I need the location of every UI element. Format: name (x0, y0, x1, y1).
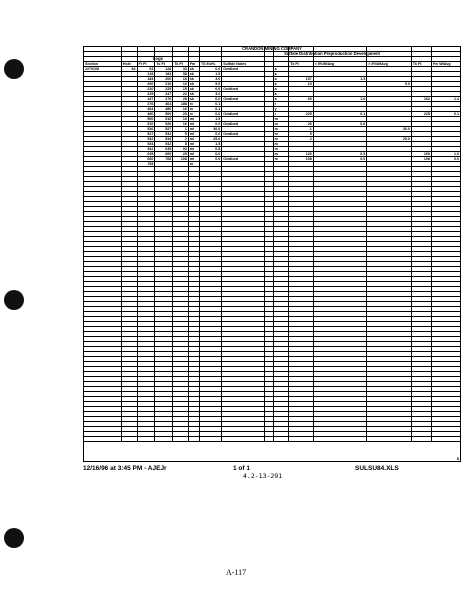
grid-cell: 276 (155, 97, 173, 102)
grid-cell: 128 (155, 67, 173, 72)
grid-cell: 510 (137, 122, 155, 127)
grid-cell: 1.0 (431, 152, 460, 157)
grid-cell: sk (188, 77, 199, 82)
grid-cell: 200 (137, 82, 155, 87)
grid-cell: 1.4 (431, 97, 460, 102)
grid-cell: m (273, 132, 289, 137)
grid-cell: 660 (137, 157, 155, 162)
grid-cell: TS Est% (199, 62, 221, 67)
grid-cell: 5.0 (199, 82, 221, 87)
grid-cell: a (273, 92, 289, 97)
corner-mark: 5 (456, 456, 459, 461)
grid-cell: or (188, 162, 199, 167)
grid-cell: sk (188, 92, 199, 97)
grid-cell: 225 (289, 112, 314, 117)
grid-cell: 532 (137, 137, 155, 142)
grid-cell: 26 (289, 122, 314, 127)
grid-cell (222, 437, 264, 442)
grid-cell: 1.5 (199, 142, 221, 147)
grid-cell: 225 (137, 92, 155, 97)
binder-hole-middle (4, 290, 24, 310)
grid-cell: 247 (137, 97, 155, 102)
grid-cell: 635 (155, 147, 173, 152)
grid-cell: 15 (173, 87, 189, 92)
grid-cell: 225 (155, 87, 173, 92)
grid-cell: 1.5 (199, 72, 221, 77)
grid-cell: Sulfide Notes (222, 62, 264, 67)
grid-cell: 0.0 (199, 87, 221, 92)
grid-cell: rc (188, 107, 199, 112)
binder-hole-top (4, 59, 24, 79)
grid-cell: 63 (137, 67, 155, 72)
grid-cell: Oxidized (222, 157, 264, 162)
grid-cell (137, 437, 155, 442)
grid-cell: sk (188, 72, 199, 77)
grid-cell: Oxidized (222, 132, 264, 137)
grid-cell: Oxidized (222, 67, 264, 72)
grid-cell: ml (188, 122, 199, 127)
grid-cell: 534 (137, 142, 155, 147)
grid-cell: Tk Ft (173, 62, 189, 67)
grid-cell: 30.0 (199, 127, 221, 132)
grid-cell: 0.5 (199, 147, 221, 152)
grid-cell: Oxidized (222, 122, 264, 127)
grid-cell: 0.1 (199, 107, 221, 112)
grid-cell: m (273, 137, 289, 142)
grid-cell: a (273, 72, 289, 77)
grid-cell: 188 (173, 102, 189, 107)
grid-cell: 210 (155, 82, 173, 87)
grid-cell: 2 (289, 137, 314, 142)
page-number: A-117 (226, 568, 247, 577)
grid-cell: sk (188, 67, 199, 72)
grid-cell: 1 (173, 127, 189, 132)
footer-page-count: 1 of 1 (233, 465, 250, 472)
grid-cell: 500 (137, 117, 155, 122)
grid-cell: 0.0 (431, 157, 460, 162)
grid-cell: 107 (289, 77, 314, 82)
grid-cell: 510 (155, 117, 173, 122)
grid-cell: 10 (173, 117, 189, 122)
grid-cell: 10 (289, 82, 314, 87)
grid-cell: 0.0 (199, 157, 221, 162)
grid-cell: 33 (173, 67, 189, 72)
logs-group-label: Logs (152, 56, 163, 61)
grid-cell: m (273, 147, 289, 152)
grid-cell: 93 (173, 147, 189, 152)
grid-cell: 20 (173, 112, 189, 117)
grid-cell: 0.5 (313, 152, 367, 157)
grid-cell (273, 437, 289, 442)
grid-cell: 108 (173, 157, 189, 162)
grid-cell: Fr Ft (137, 62, 155, 67)
reference-number: 4.2-13-291 (243, 472, 283, 480)
grid-cell: 28 (173, 97, 189, 102)
grid-cell: 0.0 (199, 122, 221, 127)
grid-cell: 532 (155, 132, 173, 137)
grid-cell: 526 (155, 122, 173, 127)
grid-cell: 0.1 (199, 102, 221, 107)
grid-cell (199, 437, 221, 442)
grid-cell: 60 (289, 97, 314, 102)
grid-cell: 527 (137, 132, 155, 137)
grid-cell: 200 (155, 77, 173, 82)
grid-cell: m (273, 157, 289, 162)
grid-cell (289, 437, 314, 442)
grid-cell: sk (188, 87, 199, 92)
grid-cell: 0.0 (199, 67, 221, 72)
grid-cell: r (273, 112, 289, 117)
grid-cell: a (273, 97, 289, 102)
grid-cell: Oxidized (222, 97, 264, 102)
grid-cell (431, 437, 460, 442)
grid-cell: To Ft (155, 62, 173, 67)
grid-cell: 276 (137, 102, 155, 107)
grid-cell: 542 (155, 142, 173, 147)
grid-cell: 768 (137, 162, 155, 167)
grid-cell: a (273, 87, 289, 92)
grid-cell: Fm (188, 62, 199, 67)
grid-cell (264, 437, 273, 442)
grid-cell: 16 (173, 107, 189, 112)
grid-cell: 0.0 (199, 112, 221, 117)
grid-cell: 184 (155, 72, 173, 77)
grid-cell: 126 (289, 152, 314, 157)
grid-cell: 2279108 (84, 67, 122, 72)
grid-cell: 25.0 (199, 137, 221, 142)
grid-cell: 5 (289, 132, 314, 137)
grid-cell: m (273, 142, 289, 147)
footer-timestamp: 12/16/96 at 3:45 PM - AJEJr (83, 465, 167, 472)
grid-cell: 128 (137, 72, 155, 77)
grid-cell: a (273, 67, 289, 72)
binder-hole-bottom (4, 528, 24, 548)
grid-cell: 16 (173, 77, 189, 82)
grid-cell: 500 (155, 112, 173, 117)
grid-cell (367, 437, 412, 442)
grid-cell: 160 (411, 152, 431, 157)
grid-cell: 247 (155, 92, 173, 97)
grid-cell: 108 (411, 157, 431, 162)
grid-cell: 162 (411, 97, 431, 102)
grid-cell: 464 (137, 107, 155, 112)
grid-cell (188, 437, 199, 442)
grid-cell: ml (188, 127, 199, 132)
grid-cell (84, 437, 122, 442)
grid-cell: m (273, 127, 289, 132)
grid-cell: 635 (137, 152, 155, 157)
grid-cell: 0.1 (431, 112, 460, 117)
grid-cell: 58 (173, 72, 189, 77)
grid-cell: 22 (173, 92, 189, 97)
grid-cell: 16 (173, 122, 189, 127)
grid-cell: ml (188, 137, 199, 142)
grid-cell: y (273, 107, 289, 112)
grid-cell: 10 (173, 82, 189, 87)
grid-cell: 210 (137, 87, 155, 92)
grid-cell: 480 (137, 112, 155, 117)
grid-cell: 480 (155, 107, 173, 112)
grid-cell: rc (188, 102, 199, 107)
data-grid (83, 46, 461, 442)
grid-cell: 660 (155, 152, 173, 157)
grid-cell: 542 (137, 147, 155, 152)
grid-cell: 2 (173, 137, 189, 142)
grid-cell: sk (188, 82, 199, 87)
grid-cell: 25.0 (367, 137, 412, 142)
grid-cell: Hole (121, 62, 137, 67)
grid-cell: 108 (289, 157, 314, 162)
grid-cell: rc (188, 112, 199, 117)
grid-cell: r (273, 102, 289, 107)
grid-cell: 184 (137, 77, 155, 82)
grid-cell: a (273, 77, 289, 82)
grid-cell: 464 (155, 102, 173, 107)
grid-cell (155, 437, 173, 442)
grid-cell: 84 (121, 67, 137, 72)
grid-cell: 534 (155, 137, 173, 142)
grid-cell: a (273, 82, 289, 87)
grid-cell: 1 (289, 127, 314, 132)
company-title: CRANDON MINING COMPANY (242, 46, 302, 51)
empty-row (84, 437, 461, 442)
grid-cell: 0.0 (199, 152, 221, 157)
grid-cell: ml (188, 157, 199, 162)
grid-cell: > 5%WtAvg (367, 62, 412, 67)
grid-cell: 1.5 (199, 117, 221, 122)
grid-cell (313, 437, 367, 442)
grid-cell: 0.0 (313, 157, 367, 162)
grid-cell: sk (188, 97, 199, 102)
grid-cell: Tk Ft (289, 62, 314, 67)
grid-cell: 8 (173, 142, 189, 147)
grid-cell: m (273, 117, 289, 122)
grid-cell: Oxidized (222, 87, 264, 92)
grid-cell: m (273, 152, 289, 157)
grid-cell (173, 437, 189, 442)
grid-cell: 0.1 (313, 112, 367, 117)
grid-cell: 0.6 (313, 122, 367, 127)
grid-cell: 0.0 (199, 97, 221, 102)
grid-cell: 225 (411, 112, 431, 117)
grid-cell (121, 437, 137, 442)
grid-cell: 25 (173, 152, 189, 157)
grid-cell: 5.0 (367, 82, 412, 87)
grid-cell: ml (188, 147, 199, 152)
grid-cell: 0.0 (199, 132, 221, 137)
grid-cell: < 5%WtAvg (313, 62, 367, 67)
report-subtitle: Sulfide Distribution Preproduction Development (284, 51, 380, 56)
grid-cell: ml (188, 117, 199, 122)
grid-cell: 3.0 (199, 92, 221, 97)
grid-cell: ml (188, 152, 199, 157)
grid-body (84, 47, 461, 442)
spreadsheet (83, 46, 461, 462)
grid-cell: Tk Ft (411, 62, 431, 67)
grid-cell: 3.0 (199, 77, 221, 82)
grid-cell: ml (188, 142, 199, 147)
grid-cell: Section (84, 62, 122, 67)
grid-cell: Fm WtAvg (431, 62, 460, 67)
grid-cell: m (273, 122, 289, 127)
grid-cell: 526 (137, 127, 155, 132)
footer-filename: SULSU84.XLS (355, 465, 399, 472)
grid-cell (411, 437, 431, 442)
grid-cell: ml (188, 132, 199, 137)
grid-cell: 768 (155, 157, 173, 162)
grid-cell: 5 (173, 132, 189, 137)
grid-cell: 527 (155, 127, 173, 132)
grid-cell: 1.0 (313, 97, 367, 102)
grid-cell: 30.0 (367, 127, 412, 132)
grid-cell: Oxidized (222, 112, 264, 117)
grid-cell: 1.3 (313, 77, 367, 82)
